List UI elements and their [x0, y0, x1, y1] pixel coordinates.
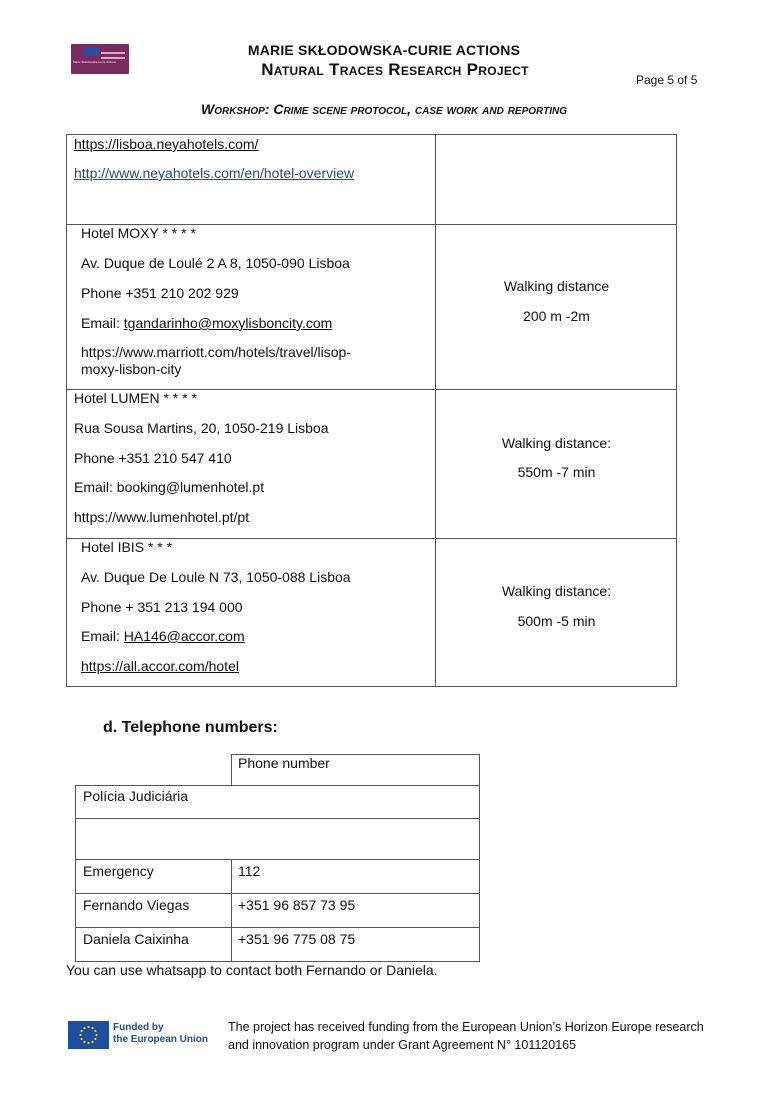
lumen-address: Rua Sousa Martins, 20, 1050-219 Lisboa — [74, 420, 329, 436]
funding-statement: The project has received funding from the European Union’s Horizon Europe research and innovation program under Grant Agreement N° 101120165 — [228, 1020, 704, 1052]
moxy-phone: Phone +351 210 202 929 — [81, 285, 239, 301]
phone-table — [75, 754, 480, 962]
row-name-policia: Polícia Judiciária — [83, 788, 189, 804]
row-number-fernando: +351 96 857 73 95 — [238, 897, 356, 913]
header-title-line2: Natural Traces Research Project — [261, 60, 529, 79]
moxy-distance: 200 m -2m — [523, 308, 590, 324]
moxy-distance-label: Walking distance — [503, 278, 610, 294]
ibis-distance-label: Walking distance: — [501, 583, 612, 599]
workshop-subtitle: Workshop: Crime scene protocol, case work and reporting — [201, 101, 567, 117]
lumen-web: https://www.lumenhotel.pt/pt — [74, 509, 250, 525]
lumen-distance: 550m -7 min — [517, 464, 596, 480]
moxy-address: Av. Duque de Loulé 2 A 8, 1050-090 Lisboa — [81, 255, 350, 271]
neya-link-overview[interactable]: http://www.neyahotels.com/en/hotel-overview — [74, 165, 355, 181]
eu-funded-line1: Funded by — [113, 1022, 164, 1033]
neya-link-lisboa[interactable]: https://lisboa.neyahotels.com/ — [74, 136, 259, 152]
header-title-line1: MARIE SKŁODOWSKA-CURIE ACTIONS — [247, 42, 521, 58]
row-number-daniela: +351 96 775 08 75 — [238, 931, 356, 947]
eu-funded-line2: the European Union — [113, 1034, 208, 1045]
ibis-distance: 500m -5 min — [517, 613, 596, 629]
whatsapp-note: You can use whatsapp to contact both Fernando or Daniela. — [66, 962, 438, 978]
ibis-email-link[interactable]: HA146@accor.com — [123, 628, 245, 644]
moxy-email-link[interactable]: tgandarinho@moxylisboncity.com — [123, 315, 333, 331]
logo-text: Marie Skłodowska-Curie Actions — [73, 60, 117, 64]
page-number: Page 5 of 5 — [636, 73, 698, 87]
moxy-name: Hotel MOXY * * * * — [81, 225, 196, 241]
lumen-phone: Phone +351 210 547 410 — [74, 450, 232, 466]
row-number-emergency: 112 — [238, 863, 261, 879]
ibis-email-label: Email: — [81, 628, 124, 644]
eu-funding-label — [113, 1022, 208, 1046]
eu-flag-icon — [68, 1021, 109, 1049]
ibis-name: Hotel IBIS * * * — [81, 539, 173, 555]
lumen-email: Email: booking@lumenhotel.pt — [74, 479, 265, 495]
row-name-emergency: Emergency — [83, 863, 154, 879]
ibis-phone: Phone + 351 213 194 000 — [81, 599, 243, 615]
hotel-table — [66, 134, 677, 687]
phone-column-header: Phone number — [238, 755, 330, 771]
row-name-daniela: Daniela Caixinha — [83, 931, 189, 947]
row-name-fernando: Fernando Viegas — [83, 897, 190, 913]
ibis-email-line — [81, 628, 245, 644]
ibis-address: Av. Duque De Loule N 73, 1050-088 Lisboa — [81, 569, 351, 585]
moxy-web-line1: https://www.marriott.com/hotels/travel/lisop- — [81, 344, 351, 360]
moxy-email-line — [81, 315, 332, 331]
lumen-name: Hotel LUMEN * * * * — [74, 390, 197, 406]
lumen-distance-label: Walking distance: — [501, 435, 612, 451]
telephone-heading: d. Telephone numbers: — [103, 719, 278, 736]
moxy-email-label: Email: — [81, 315, 124, 331]
moxy-web-line2: moxy-lisbon-city — [81, 361, 182, 377]
ibis-web-link[interactable]: https://all.accor.com/hotel — [81, 658, 239, 674]
